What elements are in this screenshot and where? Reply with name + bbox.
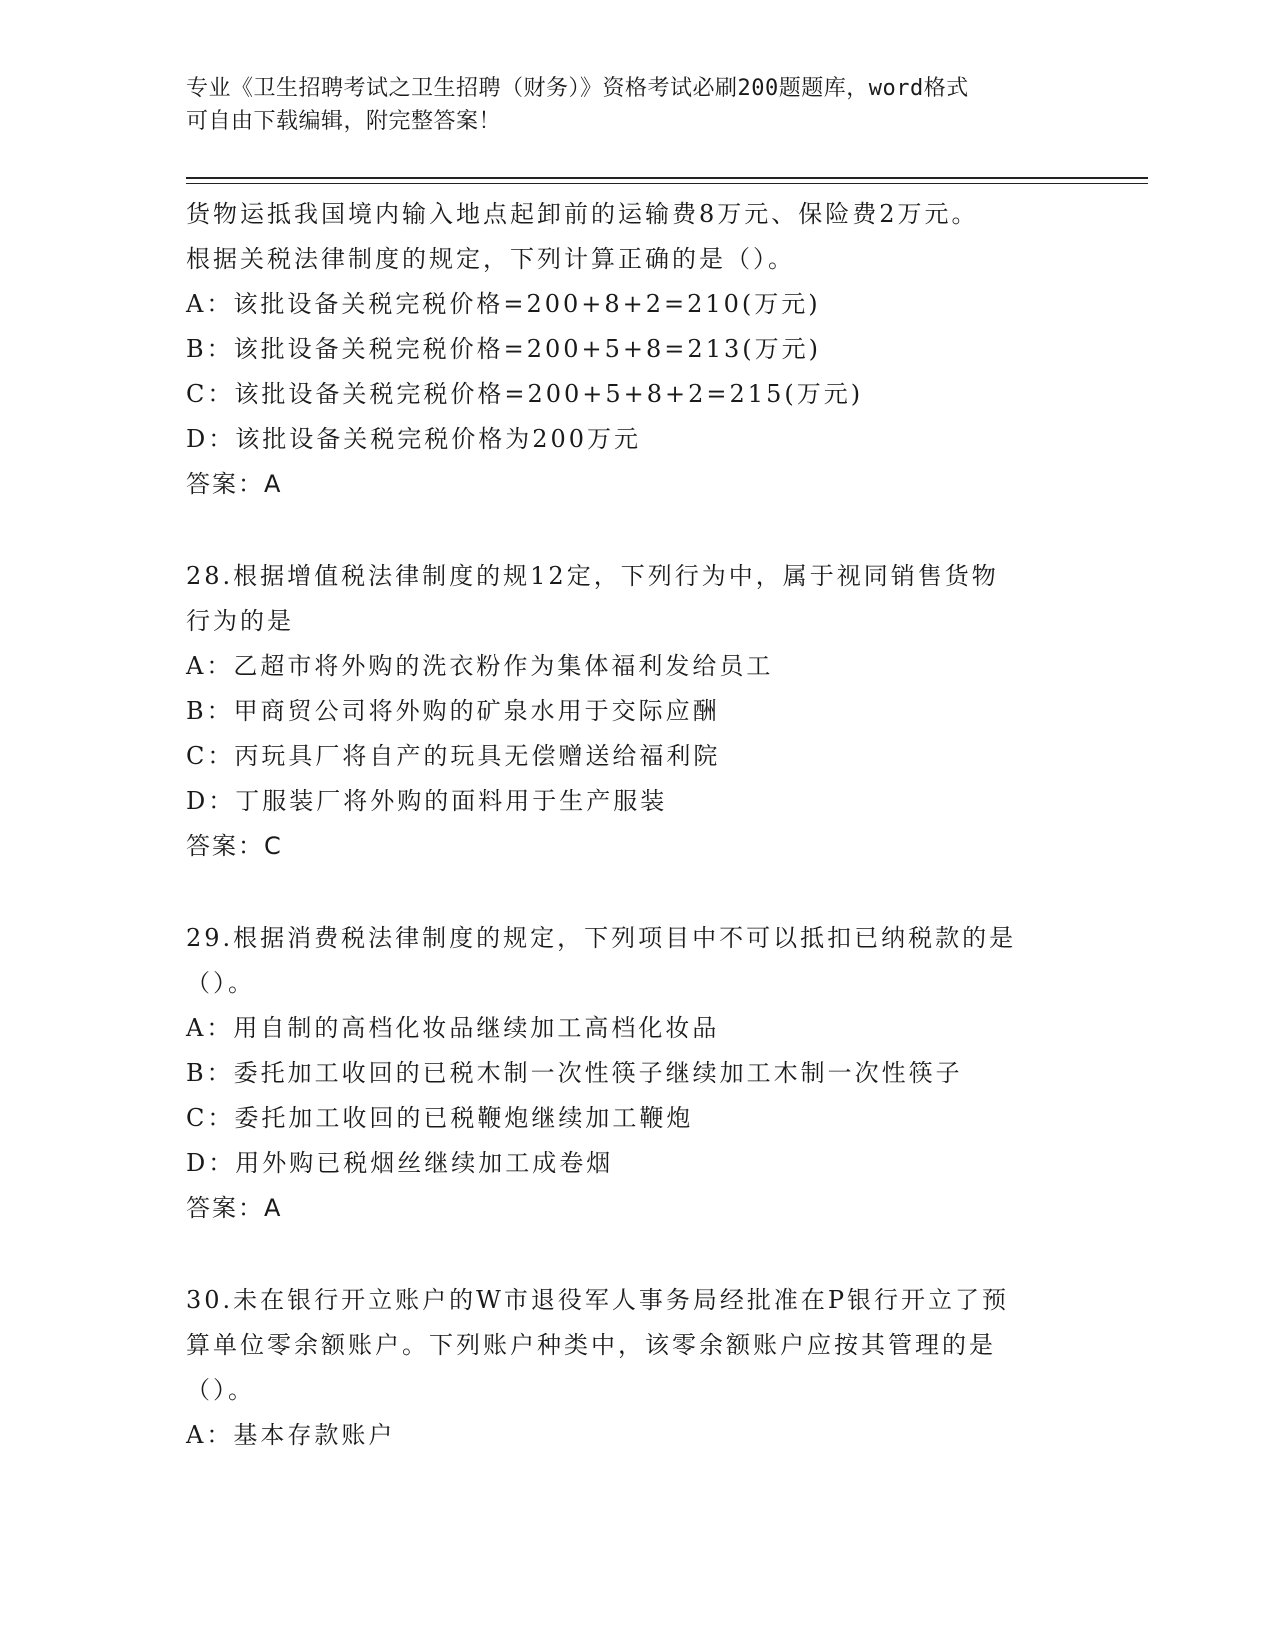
question-28 [186,554,1086,869]
question-text-line: （）。 [186,969,255,997]
option-d: D：该批设备关税完税价格为200万元 [186,425,642,453]
option-a: A：基本存款账户 [186,1421,396,1449]
option-a: A：该批设备关税完税价格=200+8+2=210(万元) [186,290,821,318]
header-rule-thick [186,177,1148,179]
header-line-1: 专业《卫生招聘考试之卫生招聘（财务）》资格考试必刷200题题库，word格式 [186,76,969,101]
question-text-line: 算单位零余额账户。下列账户种类中，该零余额账户应按其管理的是 [186,1331,996,1359]
option-a: A：乙超市将外购的洗衣粉作为集体福利发给员工 [186,652,774,680]
spacer [186,869,1086,916]
question-29 [186,916,1086,1231]
question-text-line: 29.根据消费税法律制度的规定，下列项目中不可以抵扣已纳税款的是 [186,924,1017,952]
option-b: B：委托加工收回的已税木制一次性筷子继续加工木制一次性筷子 [186,1059,963,1087]
question-list [186,192,1086,1458]
answer: 答案：A [186,470,283,498]
header-rule-thin [186,183,1148,184]
option-c: C：委托加工收回的已税鞭炮继续加工鞭炮 [186,1104,694,1132]
answer: 答案：A [186,1194,283,1222]
option-d: D：丁服装厂将外购的面料用于生产服装 [186,787,668,815]
answer: 答案：C [186,832,283,860]
question-text-line: （）。 [186,1376,255,1404]
option-a: A：用自制的高档化妆品继续加工高档化妆品 [186,1014,720,1042]
option-b: B：甲商贸公司将外购的矿泉水用于交际应酬 [186,697,720,725]
question-text-line: 货物运抵我国境内输入地点起卸前的运输费8万元、保险费2万元。 [186,200,979,228]
option-d: D：用外购已税烟丝继续加工成卷烟 [186,1149,614,1177]
question-27 [186,192,1086,507]
question-text-line: 30.未在银行开立账户的W市退役军人事务局经批准在P银行开立了预 [186,1286,1009,1314]
document-header [186,72,1066,138]
question-text-line: 28.根据增值税法律制度的规12定，下列行为中，属于视同销售货物 [186,562,999,590]
spacer [186,1231,1086,1278]
option-c: C：该批设备关税完税价格=200+5+8+2=215(万元) [186,380,864,408]
question-text-line: 根据关税法律制度的规定，下列计算正确的是（）。 [186,245,795,273]
question-30 [186,1278,1086,1458]
spacer [186,507,1086,554]
header-line-2: 可自由下载编辑，附完整答案！ [186,109,502,134]
question-text-line: 行为的是 [186,607,294,635]
option-c: C：丙玩具厂将自产的玩具无偿赠送给福利院 [186,742,721,770]
option-b: B：该批设备关税完税价格=200+5+8=213(万元) [186,335,821,363]
